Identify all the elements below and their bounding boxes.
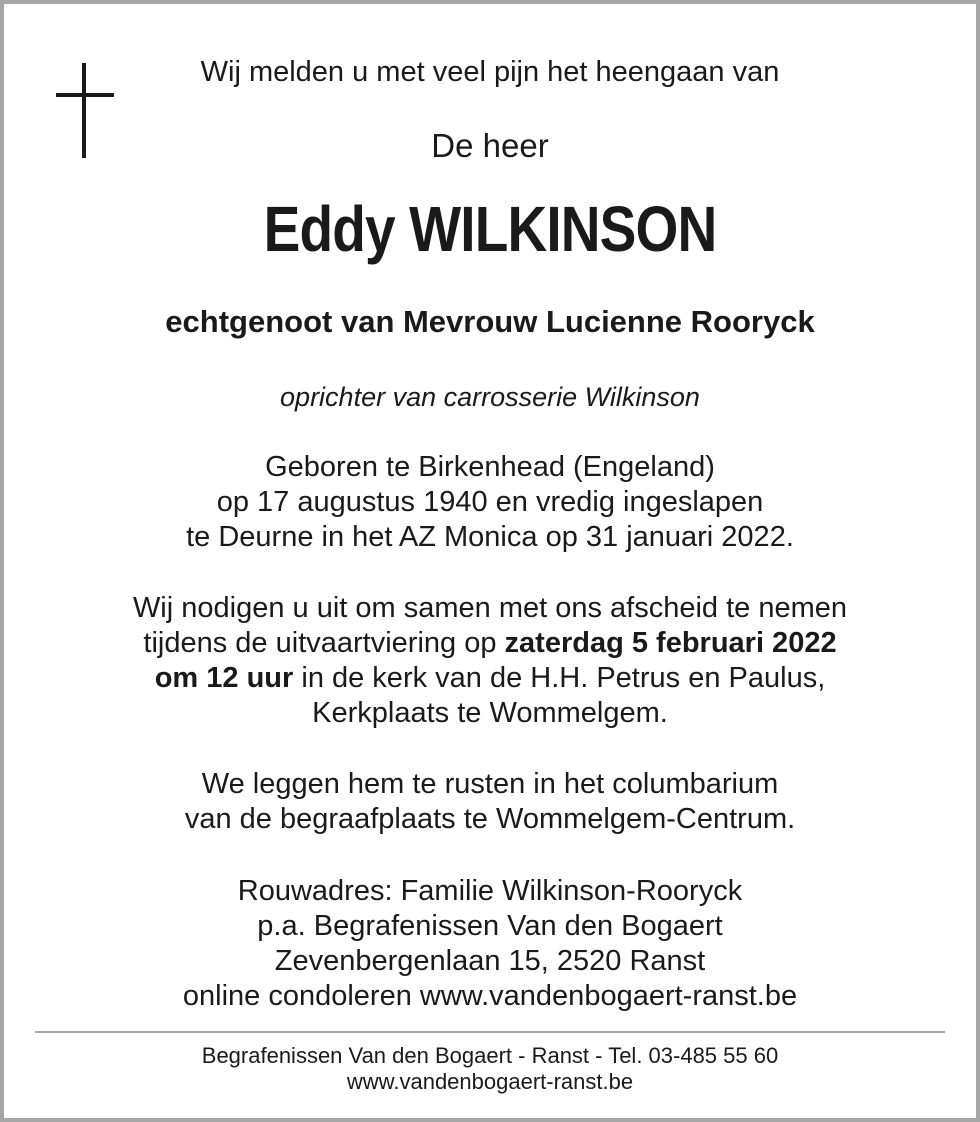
- birth-paragraph: [0, 450, 980, 555]
- intro-text: Wij melden u met veel pijn het heengaan van: [200, 56, 780, 88]
- funeral-time: om 12 uur: [154, 662, 294, 694]
- invitation-paragraph: [0, 591, 980, 731]
- mourning-address: [0, 874, 980, 1014]
- footer-divider: [35, 1031, 945, 1033]
- spouse-line: echtgenoot van Mevrouw Lucienne Rooryck: [165, 304, 815, 339]
- resting-line: van de begraafplaats te Wommelgem-Centrum.: [184, 803, 796, 835]
- invitation-line: Kerkplaats te Wommelgem.: [312, 697, 668, 729]
- address-line: Zevenbergenlaan 15, 2520 Ranst: [274, 945, 706, 977]
- birth-line: op 17 augustus 1940 en vredig ingeslapen: [216, 486, 764, 518]
- role-line: oprichter van carrosserie Wilkinson: [280, 382, 700, 412]
- invitation-text: in de kerk van de H.H. Petrus en Paulus,: [293, 662, 826, 694]
- footer-contact: Begrafenissen Van den Bogaert - Ranst - Tel. 03-485 55 60: [201, 1043, 779, 1068]
- footer-website-link[interactable]: www.vandenbogaert-ranst.be: [346, 1069, 634, 1094]
- invitation-line: Wij nodigen u uit om samen met ons afscheid te nemen: [132, 592, 848, 624]
- resting-line: We leggen hem te rusten in het columbarium: [201, 768, 779, 800]
- birth-line: Geboren te Birkenhead (Engeland): [265, 451, 715, 483]
- birth-line: te Deurne in het AZ Monica op 31 januari 2022.: [186, 521, 794, 553]
- invitation-line: [0, 626, 980, 661]
- deceased-name: Eddy WILKINSON: [263, 193, 717, 265]
- address-line: p.a. Begrafenissen Van den Bogaert: [257, 910, 723, 942]
- resting-place-paragraph: [0, 767, 980, 837]
- condolence-link[interactable]: online condoleren www.vandenbogaert-ranst.be: [182, 980, 798, 1012]
- invitation-line: [0, 661, 980, 696]
- title-prefix: De heer: [431, 127, 549, 164]
- address-line: Rouwadres: Familie Wilkinson-Rooryck: [237, 875, 743, 907]
- invitation-text: tijdens de uitvaartviering op: [143, 627, 505, 659]
- funeral-date: zaterdag 5 februari 2022: [504, 627, 837, 659]
